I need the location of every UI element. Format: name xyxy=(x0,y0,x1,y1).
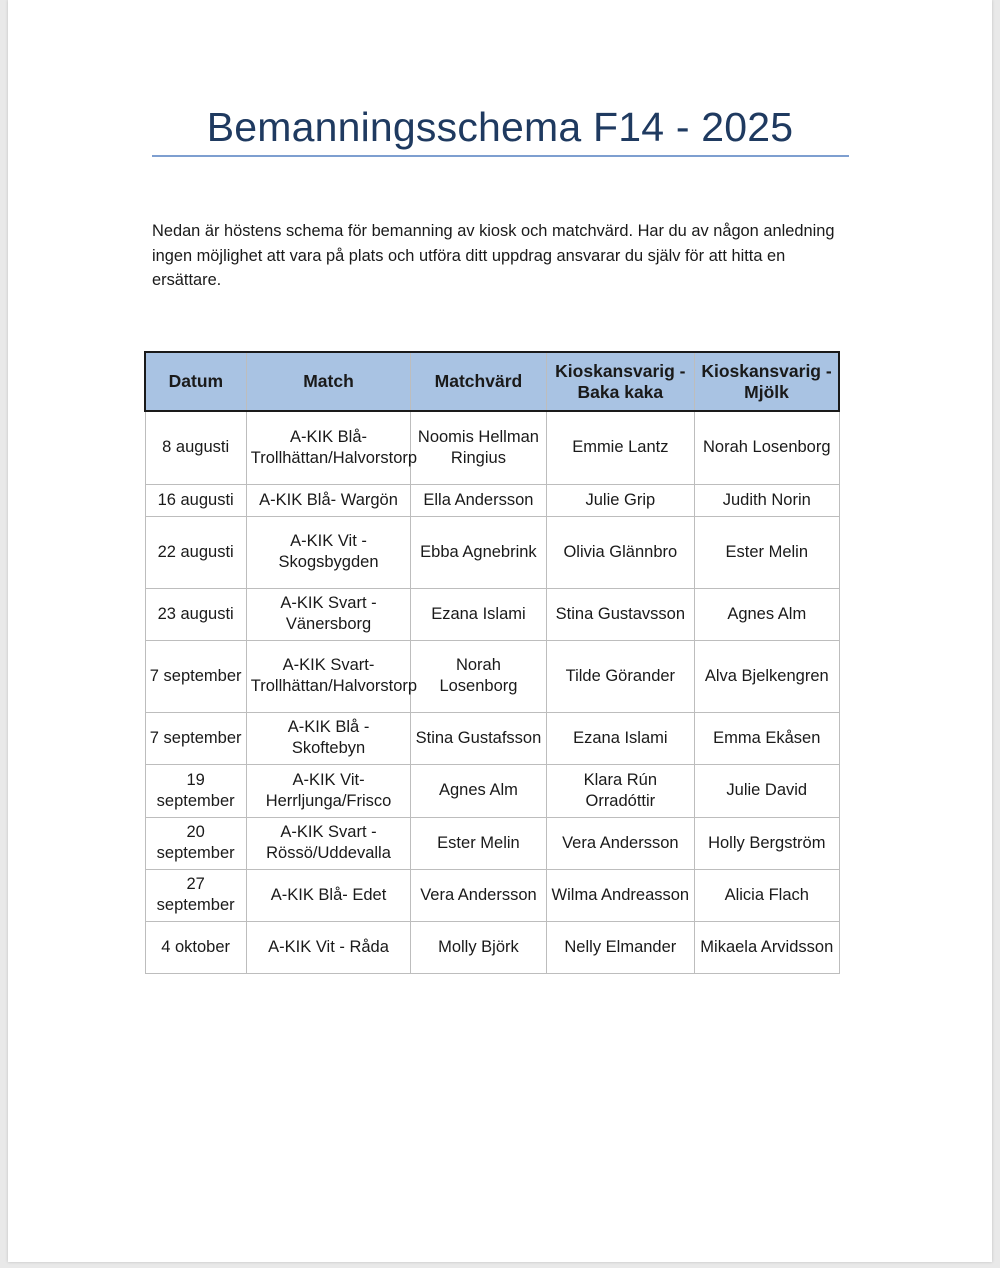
cell-matchvard: Norah Losenborg xyxy=(411,640,546,712)
cell-match: A-KIK Vit-Herrljunga/Frisco xyxy=(246,764,410,817)
cell-datum: 20 september xyxy=(145,817,246,869)
cell-datum: 4 oktober xyxy=(145,921,246,973)
table-row xyxy=(145,869,839,921)
cell-matchvard: Ester Melin xyxy=(411,817,546,869)
cell-matchvard: Vera Andersson xyxy=(411,869,546,921)
cell-matchvard: Ebba Agnebrink xyxy=(411,516,546,588)
table-row xyxy=(145,516,839,588)
header-match: Match xyxy=(246,352,410,411)
cell-match: A-KIK Blå - Skoftebyn xyxy=(246,712,410,764)
cell-match: A-KIK Blå- Edet xyxy=(246,869,410,921)
cell-match: A-KIK Svart - Rössö/Uddevalla xyxy=(246,817,410,869)
cell-kiosk-mjolk: Mikaela Arvidsson xyxy=(695,921,839,973)
cell-kiosk-baka: Wilma Andreasson xyxy=(546,869,694,921)
table-row xyxy=(145,640,839,712)
cell-kiosk-baka: Olivia Glännbro xyxy=(546,516,694,588)
cell-kiosk-baka: Nelly Elmander xyxy=(546,921,694,973)
cell-kiosk-mjolk: Agnes Alm xyxy=(695,588,839,640)
cell-kiosk-baka: Tilde Görander xyxy=(546,640,694,712)
title-underline xyxy=(152,155,849,157)
table-header-row xyxy=(145,352,839,411)
table-row xyxy=(145,484,839,516)
cell-matchvard: Stina Gustafsson xyxy=(411,712,546,764)
table-row xyxy=(145,764,839,817)
cell-kiosk-mjolk: Norah Losenborg xyxy=(695,411,839,484)
page-title: Bemanningsschema F14 - 2025 xyxy=(206,104,794,150)
cell-kiosk-mjolk: Alva Bjelkengren xyxy=(695,640,839,712)
table-row xyxy=(145,712,839,764)
cell-kiosk-mjolk: Alicia Flach xyxy=(695,869,839,921)
cell-datum: 19 september xyxy=(145,764,246,817)
table-row xyxy=(145,588,839,640)
header-kiosk-mjolk: Kioskansvarig - Mjölk xyxy=(695,352,839,411)
cell-kiosk-baka: Stina Gustavsson xyxy=(546,588,694,640)
cell-match: A-KIK Vit - Råda xyxy=(246,921,410,973)
cell-kiosk-mjolk: Judith Norin xyxy=(695,484,839,516)
cell-matchvard: Agnes Alm xyxy=(411,764,546,817)
cell-datum: 8 augusti xyxy=(145,411,246,484)
cell-datum: 22 augusti xyxy=(145,516,246,588)
cell-match: A-KIK Svart - Vänersborg xyxy=(246,588,410,640)
cell-datum: 7 september xyxy=(145,712,246,764)
header-datum: Datum xyxy=(145,352,246,411)
cell-match: A-KIK Blå- Wargön xyxy=(246,484,410,516)
cell-match: A-KIK Blå-Trollhättan/Halvorstorp xyxy=(246,411,410,484)
cell-kiosk-baka: Vera Andersson xyxy=(546,817,694,869)
cell-kiosk-baka: Julie Grip xyxy=(546,484,694,516)
cell-kiosk-mjolk: Julie David xyxy=(695,764,839,817)
cell-datum: 7 september xyxy=(145,640,246,712)
cell-kiosk-mjolk: Ester Melin xyxy=(695,516,839,588)
schedule-table xyxy=(144,351,840,974)
header-kiosk-baka: Kioskansvarig - Baka kaka xyxy=(546,352,694,411)
cell-kiosk-mjolk: Emma Ekåsen xyxy=(695,712,839,764)
table-row xyxy=(145,921,839,973)
cell-datum: 16 augusti xyxy=(145,484,246,516)
header-matchvard: Matchvärd xyxy=(411,352,546,411)
cell-datum: 27 september xyxy=(145,869,246,921)
table-row xyxy=(145,817,839,869)
cell-matchvard: Ezana Islami xyxy=(411,588,546,640)
cell-match: A-KIK Svart-Trollhättan/Halvorstorp xyxy=(246,640,410,712)
cell-match: A-KIK Vit - Skogsbygden xyxy=(246,516,410,588)
cell-matchvard: Ella Andersson xyxy=(411,484,546,516)
cell-kiosk-baka: Klara Rún Orradóttir xyxy=(546,764,694,817)
table-row xyxy=(145,411,839,484)
cell-kiosk-baka: Ezana Islami xyxy=(546,712,694,764)
cell-kiosk-baka: Emmie Lantz xyxy=(546,411,694,484)
cell-matchvard: Noomis Hellman Ringius xyxy=(411,411,546,484)
cell-datum: 23 augusti xyxy=(145,588,246,640)
cell-kiosk-mjolk: Holly Bergström xyxy=(695,817,839,869)
intro-paragraph: Nedan är höstens schema för bemanning av kiosk och matchvärd. Har du av någon anledning ingen möjlighet att vara på plats och utföra ditt uppdrag ansvarar du själv för att hitta en ersättare. xyxy=(152,222,835,289)
cell-matchvard: Molly Björk xyxy=(411,921,546,973)
